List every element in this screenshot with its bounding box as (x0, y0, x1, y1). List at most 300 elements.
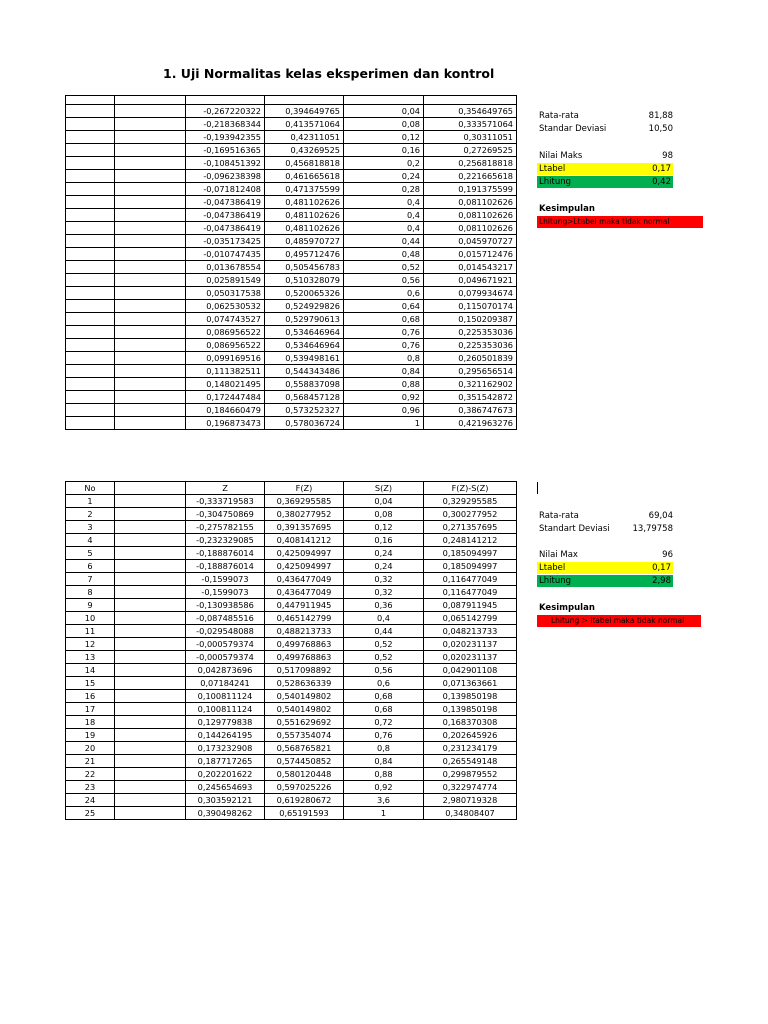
diff-cell: 0,045970727 (424, 235, 517, 248)
row-number-cell (66, 391, 115, 404)
diff-cell: 0,185094997 (424, 560, 517, 573)
diff-cell: 0,048213733 (424, 625, 517, 638)
table-row (66, 404, 517, 417)
row-number-cell: 4 (66, 534, 115, 547)
table-row (66, 105, 517, 118)
header-cell (424, 96, 517, 105)
sd-row (539, 123, 673, 135)
z-cell: -0,193942355 (186, 131, 265, 144)
table-row (66, 807, 517, 820)
experiment-table (65, 95, 517, 430)
blank-cell (115, 339, 186, 352)
sz-cell: 0,24 (344, 560, 424, 573)
z-cell: 0,062530532 (186, 300, 265, 313)
row-number-cell (66, 404, 115, 417)
fz-cell: 0,534646964 (265, 326, 344, 339)
row-number-cell: 12 (66, 638, 115, 651)
diff-cell: 0,202645926 (424, 729, 517, 742)
fz-cell: 0,558837098 (265, 378, 344, 391)
fz-cell: 0,573252327 (265, 404, 344, 417)
sz-cell: 0,16 (344, 534, 424, 547)
lhitung-label: Lhitung (539, 177, 571, 187)
fz-cell: 0,481102626 (265, 209, 344, 222)
row-number-cell (66, 144, 115, 157)
header-cell (265, 96, 344, 105)
blank-cell (115, 274, 186, 287)
row-number-cell (66, 365, 115, 378)
diff-cell: 0,079934674 (424, 287, 517, 300)
table-row (66, 157, 517, 170)
sz-cell: 1 (344, 807, 424, 820)
blank-cell (115, 547, 186, 560)
table-row (66, 508, 517, 521)
diff-cell: 0,329295585 (424, 495, 517, 508)
fz-cell: 0,380277952 (265, 508, 344, 521)
sz-cell: 0,28 (344, 183, 424, 196)
row-number-cell (66, 248, 115, 261)
sz-cell: 0,16 (344, 144, 424, 157)
fz-cell: 0,524929826 (265, 300, 344, 313)
blank-cell (115, 755, 186, 768)
sz-cell: 0,4 (344, 209, 424, 222)
blank-cell (115, 716, 186, 729)
control-table (65, 481, 517, 820)
row-number-cell: 8 (66, 586, 115, 599)
row-number-cell (66, 157, 115, 170)
blank-cell (115, 508, 186, 521)
sz-cell: 0,84 (344, 365, 424, 378)
z-cell: -0,275782155 (186, 521, 265, 534)
diff-cell: 0,020231137 (424, 651, 517, 664)
table-row (66, 144, 517, 157)
fz-cell: 0,42311051 (265, 131, 344, 144)
blank-cell (115, 703, 186, 716)
diff-cell: 0,260501839 (424, 352, 517, 365)
diff-cell: 0,015712476 (424, 248, 517, 261)
header-blank (115, 482, 186, 495)
z-cell: -0,1599073 (186, 586, 265, 599)
diff-cell: 2,980719328 (424, 794, 517, 807)
row-number-cell (66, 261, 115, 274)
table-header-row (66, 96, 517, 105)
diff-cell: 0,168370308 (424, 716, 517, 729)
table-row (66, 131, 517, 144)
header-sz: S(Z) (344, 482, 424, 495)
z-cell: 0,184660479 (186, 404, 265, 417)
diff-cell: 0,185094997 (424, 547, 517, 560)
diff-cell: 0,386747673 (424, 404, 517, 417)
fz-cell: 0,43269525 (265, 144, 344, 157)
fz-cell: 0,456818818 (265, 157, 344, 170)
row-number-cell (66, 170, 115, 183)
sz-cell: 0,24 (344, 170, 424, 183)
fz-cell: 0,580120448 (265, 768, 344, 781)
diff-cell: 0,354649765 (424, 105, 517, 118)
sz-cell: 0,12 (344, 521, 424, 534)
sz-cell: 0,4 (344, 196, 424, 209)
mean-label: Rata-rata (539, 511, 579, 521)
table-row (66, 235, 517, 248)
z-cell: 0,086956522 (186, 326, 265, 339)
row-number-cell: 21 (66, 755, 115, 768)
fz-cell: 0,574450852 (265, 755, 344, 768)
fz-cell: 0,544343486 (265, 365, 344, 378)
z-cell: -0,188876014 (186, 547, 265, 560)
table-row (66, 729, 517, 742)
table-row (66, 638, 517, 651)
row-number-cell: 3 (66, 521, 115, 534)
fz-cell: 0,517098892 (265, 664, 344, 677)
fz-cell: 0,540149802 (265, 690, 344, 703)
diff-cell: 0,020231137 (424, 638, 517, 651)
sz-cell: 0,68 (344, 690, 424, 703)
blank-cell (115, 768, 186, 781)
header-fz: F(Z) (265, 482, 344, 495)
sz-cell: 0,88 (344, 378, 424, 391)
header-no: No (66, 482, 115, 495)
sz-cell: 0,96 (344, 404, 424, 417)
header-cell (66, 96, 115, 105)
table-row (66, 768, 517, 781)
header-diff: F(Z)-S(Z) (424, 482, 517, 495)
fz-cell: 0,499768863 (265, 638, 344, 651)
sz-cell: 0,08 (344, 508, 424, 521)
ltabel-row (537, 163, 673, 175)
sz-cell: 0,6 (344, 677, 424, 690)
sz-cell: 0,92 (344, 781, 424, 794)
ltabel-value: 0,17 (652, 563, 671, 573)
row-number-cell (66, 118, 115, 131)
table-header-row (66, 482, 517, 495)
diff-cell: 0,087911945 (424, 599, 517, 612)
header-cell (186, 96, 265, 105)
fz-cell: 0,391357695 (265, 521, 344, 534)
z-cell: -0,333719583 (186, 495, 265, 508)
diff-cell: 0,225353036 (424, 326, 517, 339)
row-number-cell (66, 222, 115, 235)
diff-cell: 0,014543217 (424, 261, 517, 274)
row-number-cell: 25 (66, 807, 115, 820)
row-number-cell (66, 352, 115, 365)
diff-cell: 0,295656514 (424, 365, 517, 378)
diff-cell: 0,081102626 (424, 196, 517, 209)
z-cell: 0,013678554 (186, 261, 265, 274)
conclusion-text: Lhitung>Ltabel maka tidak normal (537, 216, 703, 228)
table-row (66, 326, 517, 339)
row-number-cell (66, 378, 115, 391)
z-cell: -0,188876014 (186, 560, 265, 573)
sz-cell: 0,04 (344, 105, 424, 118)
fz-cell: 0,436477049 (265, 573, 344, 586)
row-number-cell: 2 (66, 508, 115, 521)
z-cell: 0,086956522 (186, 339, 265, 352)
row-number-cell: 7 (66, 573, 115, 586)
z-cell: 0,144264195 (186, 729, 265, 742)
sz-cell: 0,44 (344, 625, 424, 638)
fz-cell: 0,413571064 (265, 118, 344, 131)
diff-cell: 0,351542872 (424, 391, 517, 404)
table-row (66, 365, 517, 378)
max-row (539, 549, 673, 561)
z-cell: -0,108451392 (186, 157, 265, 170)
diff-cell: 0,116477049 (424, 573, 517, 586)
mean-row (539, 110, 673, 122)
blank-cell (115, 287, 186, 300)
row-number-cell: 19 (66, 729, 115, 742)
z-cell: 0,172447484 (186, 391, 265, 404)
z-cell: 0,025891549 (186, 274, 265, 287)
fz-cell: 0,436477049 (265, 586, 344, 599)
row-number-cell: 18 (66, 716, 115, 729)
z-cell: 0,050317538 (186, 287, 265, 300)
fz-cell: 0,425094997 (265, 547, 344, 560)
z-cell: 0,202201622 (186, 768, 265, 781)
fz-cell: 0,557354074 (265, 729, 344, 742)
row-number-cell: 6 (66, 560, 115, 573)
z-cell: 0,129779838 (186, 716, 265, 729)
blank-cell (115, 404, 186, 417)
blank-cell (115, 560, 186, 573)
lhitung-label: Lhitung (539, 576, 571, 586)
sz-cell: 0,2 (344, 157, 424, 170)
blank-cell (115, 183, 186, 196)
table-row (66, 300, 517, 313)
z-cell: 0,099169516 (186, 352, 265, 365)
ltabel-row (537, 562, 673, 574)
blank-cell (115, 612, 186, 625)
diff-cell: 0,248141212 (424, 534, 517, 547)
z-cell: -0,000579374 (186, 638, 265, 651)
sz-cell: 0,56 (344, 664, 424, 677)
diff-cell: 0,265549148 (424, 755, 517, 768)
table-row (66, 677, 517, 690)
sz-cell: 0,52 (344, 261, 424, 274)
blank-cell (115, 495, 186, 508)
z-cell: -0,035173425 (186, 235, 265, 248)
sd-label: Standart Deviasi (539, 524, 610, 534)
z-cell: -0,169516365 (186, 144, 265, 157)
sz-cell: 0,8 (344, 352, 424, 365)
row-number-cell: 10 (66, 612, 115, 625)
z-cell: 0,245654693 (186, 781, 265, 794)
fz-cell: 0,408141212 (265, 534, 344, 547)
diff-cell: 0,116477049 (424, 586, 517, 599)
row-number-cell: 20 (66, 742, 115, 755)
table-row (66, 612, 517, 625)
header-cell (115, 96, 186, 105)
row-number-cell (66, 105, 115, 118)
z-cell: 0,111382511 (186, 365, 265, 378)
table-row (66, 417, 517, 430)
z-cell: -0,130938586 (186, 599, 265, 612)
fz-cell: 0,540149802 (265, 703, 344, 716)
diff-cell: 0,27269525 (424, 144, 517, 157)
table-row (66, 547, 517, 560)
row-number-cell: 5 (66, 547, 115, 560)
blank-cell (115, 196, 186, 209)
fz-cell: 0,568457128 (265, 391, 344, 404)
blank-cell (115, 131, 186, 144)
blank-cell (115, 378, 186, 391)
table-row (66, 586, 517, 599)
table-row (66, 560, 517, 573)
table-row (66, 573, 517, 586)
row-number-cell (66, 131, 115, 144)
mean-row (539, 510, 673, 522)
row-number-cell: 16 (66, 690, 115, 703)
z-cell: 0,173232908 (186, 742, 265, 755)
table-row (66, 248, 517, 261)
blank-cell (115, 417, 186, 430)
blank-cell (115, 352, 186, 365)
table-row (66, 339, 517, 352)
diff-cell: 0,256818818 (424, 157, 517, 170)
fz-cell: 0,481102626 (265, 196, 344, 209)
blank-cell (115, 170, 186, 183)
sz-cell: 0,32 (344, 573, 424, 586)
max-label: Nilai Maks (539, 151, 583, 161)
z-cell: 0,303592121 (186, 794, 265, 807)
table-row (66, 287, 517, 300)
sz-cell: 0,76 (344, 729, 424, 742)
diff-cell: 0,225353036 (424, 339, 517, 352)
fz-cell: 0,528636339 (265, 677, 344, 690)
fz-cell: 0,520065326 (265, 287, 344, 300)
z-cell: -0,010747435 (186, 248, 265, 261)
sz-cell: 0,48 (344, 248, 424, 261)
fz-cell: 0,568765821 (265, 742, 344, 755)
lhitung-row (537, 575, 673, 587)
table-row (66, 625, 517, 638)
fz-cell: 0,465142799 (265, 612, 344, 625)
blank-cell (115, 261, 186, 274)
lhitung-value: 0,42 (652, 177, 671, 187)
z-cell: -0,047386419 (186, 209, 265, 222)
lhitung-row (537, 176, 673, 188)
sz-cell: 0,52 (344, 638, 424, 651)
table-row (66, 664, 517, 677)
fz-cell: 0,369295585 (265, 495, 344, 508)
diff-cell: 0,30311051 (424, 131, 517, 144)
row-number-cell (66, 300, 115, 313)
table-row (66, 183, 517, 196)
row-number-cell (66, 287, 115, 300)
row-number-cell: 24 (66, 794, 115, 807)
sz-cell: 0,64 (344, 300, 424, 313)
fz-cell: 0,510328079 (265, 274, 344, 287)
sd-row (539, 523, 673, 535)
sz-cell: 0,56 (344, 274, 424, 287)
sz-cell: 0,4 (344, 612, 424, 625)
sz-cell: 0,36 (344, 599, 424, 612)
sz-cell: 0,76 (344, 339, 424, 352)
blank-cell (115, 326, 186, 339)
diff-cell: 0,042901108 (424, 664, 517, 677)
diff-cell: 0,150209387 (424, 313, 517, 326)
fz-cell: 0,461665618 (265, 170, 344, 183)
z-cell: 0,148021495 (186, 378, 265, 391)
fz-cell: 0,488213733 (265, 625, 344, 638)
table-row (66, 703, 517, 716)
diff-cell: 0,049671921 (424, 274, 517, 287)
blank-cell (115, 118, 186, 131)
conclusion-text: Lhitung > ltabel maka tidak normal (537, 615, 701, 627)
blank-cell (115, 391, 186, 404)
table-row (66, 534, 517, 547)
diff-cell: 0,421963276 (424, 417, 517, 430)
blank-cell (115, 313, 186, 326)
z-cell: -0,047386419 (186, 222, 265, 235)
sz-cell: 0,8 (344, 742, 424, 755)
max-value: 98 (662, 151, 673, 161)
sz-cell: 0,68 (344, 703, 424, 716)
blank-cell (115, 677, 186, 690)
fz-cell: 0,539498161 (265, 352, 344, 365)
blank-cell (115, 781, 186, 794)
z-cell: -0,1599073 (186, 573, 265, 586)
table-row (66, 651, 517, 664)
table-row (66, 781, 517, 794)
blank-cell (115, 222, 186, 235)
blank-cell (115, 365, 186, 378)
sd-value: 13,79758 (632, 524, 673, 534)
sz-cell: 0,4 (344, 222, 424, 235)
table-row (66, 794, 517, 807)
blank-cell (115, 625, 186, 638)
diff-cell: 0,271357695 (424, 521, 517, 534)
table-row (66, 274, 517, 287)
diff-cell: 0,065142799 (424, 612, 517, 625)
mean-value: 69,04 (648, 511, 673, 521)
blank-cell (115, 300, 186, 313)
z-cell: -0,029548088 (186, 625, 265, 638)
blank-cell (115, 742, 186, 755)
diff-cell: 0,231234179 (424, 742, 517, 755)
page-title: 1. Uji Normalitas kelas eksperimen dan kontrol (163, 66, 495, 81)
sz-cell: 0,12 (344, 131, 424, 144)
table-row (66, 261, 517, 274)
row-number-cell (66, 183, 115, 196)
table-row (66, 742, 517, 755)
row-number-cell (66, 339, 115, 352)
table-row (66, 209, 517, 222)
blank-cell (115, 807, 186, 820)
blank-cell (115, 638, 186, 651)
z-cell: 0,187717265 (186, 755, 265, 768)
blank-cell (115, 586, 186, 599)
table-row (66, 755, 517, 768)
blank-cell (115, 573, 186, 586)
sd-label: Standar Deviasi (539, 124, 607, 134)
mean-value: 81,88 (648, 111, 673, 121)
blank-cell (115, 157, 186, 170)
table-row (66, 170, 517, 183)
table-row (66, 352, 517, 365)
table-row (66, 118, 517, 131)
table-row (66, 378, 517, 391)
sz-cell: 3,6 (344, 794, 424, 807)
sd-value: 10,50 (648, 124, 673, 134)
diff-cell: 0,191375599 (424, 183, 517, 196)
z-cell: 0,100811124 (186, 703, 265, 716)
diff-cell: 0,299879552 (424, 768, 517, 781)
ltabel-label: Ltabel (539, 164, 566, 174)
diff-cell: 0,322974774 (424, 781, 517, 794)
fz-cell: 0,578036724 (265, 417, 344, 430)
table-row (66, 196, 517, 209)
row-number-cell: 13 (66, 651, 115, 664)
sz-cell: 0,84 (344, 755, 424, 768)
